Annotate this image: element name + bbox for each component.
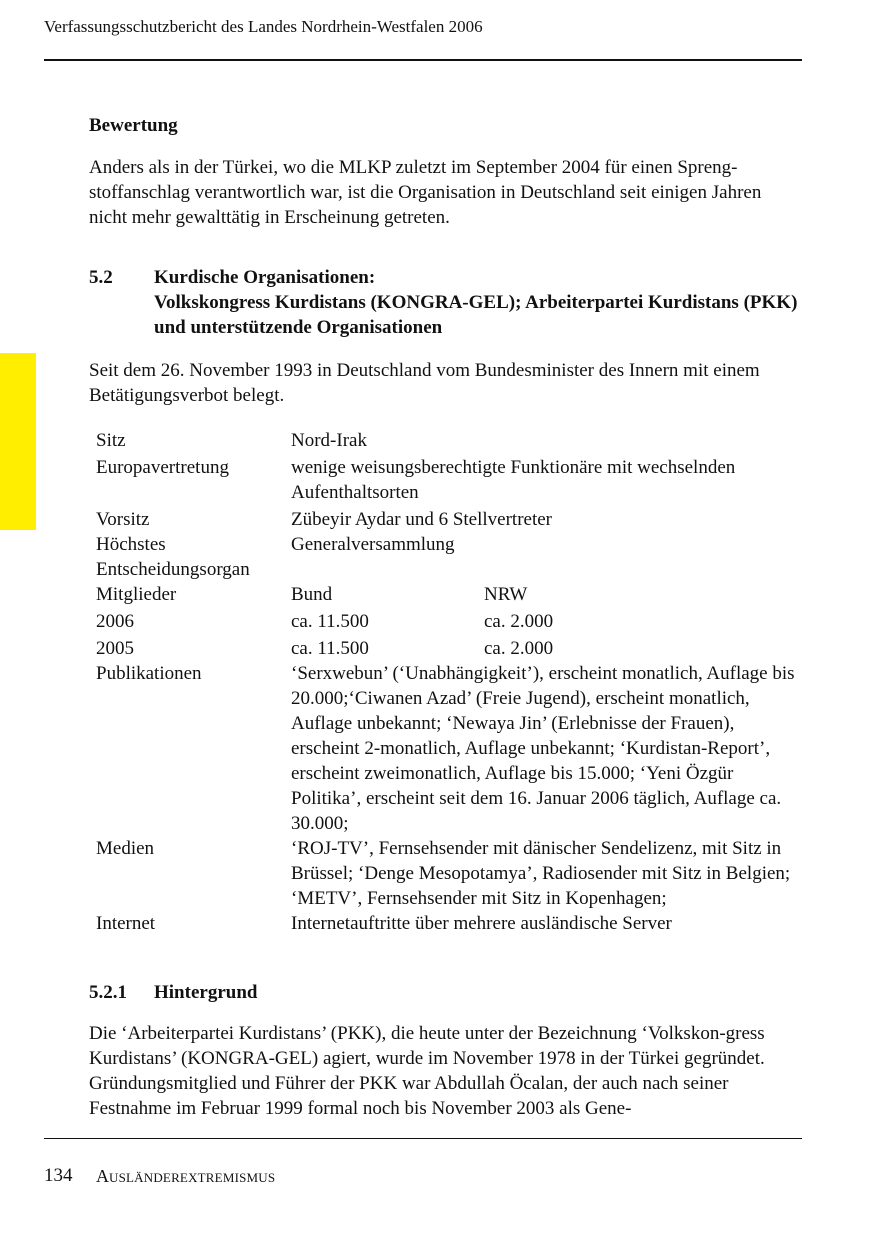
fact-label: Publikationen [96, 663, 202, 684]
facts-row-mitglieder [96, 582, 809, 607]
bewertung-heading: Bewertung [89, 115, 178, 136]
fact-value: Internetauftritte über mehrere ausländische Server [291, 913, 672, 934]
fact-label: Europavertretung [96, 457, 229, 478]
fact-value: Generalversammlung [291, 534, 455, 555]
facts-row-europa [96, 453, 809, 505]
fact-value: Zübeyir Aydar und 6 Stellvertreter [291, 509, 553, 530]
footer-section-initial: A [96, 1166, 109, 1186]
fact-label: Vorsitz [96, 509, 150, 530]
facts-row-vorsitz [96, 505, 809, 532]
fact-nrw-value: ca. 2.000 [484, 611, 554, 632]
section-intro: Seit dem 26. November 1993 in Deutschland vom Bundesminister des Innern mit einem Betätigungsverbot belegt. [89, 360, 760, 406]
subsection-number: 5.2.1 [89, 982, 127, 1003]
fact-bund-value: ca. 11.500 [291, 638, 369, 659]
bewertung-paragraph: Anders als in der Türkei, wo die MLKP zuletzt im September 2004 für einen Spreng-stoffanschlag verantwortlich war, ist die Organisation in Deutschland seit einigen Jahren nicht mehr gewalttätig in Erscheinung getreten. [89, 157, 762, 228]
fact-column-bund: Bund [291, 584, 333, 605]
section-title [154, 265, 814, 340]
footer-section-title [96, 1166, 275, 1187]
facts-row-organ [96, 532, 809, 582]
fact-nrw-value: ca. 2.000 [484, 638, 554, 659]
fact-value: wenige weisungsberechtigte Funktionäre mit wechselnden Aufenthaltsorten [291, 457, 736, 503]
subsection-title: Hintergrund [154, 982, 258, 1003]
facts-row-publikationen [96, 661, 809, 836]
facts-row-2006 [96, 607, 809, 634]
fact-label: 2005 [96, 638, 134, 659]
fact-value: ‘Serxwebun’ (‘Unabhängigkeit’), erscheint monatlich, Auflage bis 20.000;‘Ciwanen Azad’ (Freie Jugend), erscheint monatlich, Auflage unbekannt; ‘Newaya Jin’ (Erlebnisse der Frauen), erscheint 2-monatlich, Auflage unbekannt; ‘Kurdistan-Report’, erscheint zweimonatlich, Auflage bis 15.000; ‘Yeni Özgür Politika’, erscheint seit dem 16. Januar 2006 täglich, Auflage ca. 30.000; [291, 663, 795, 834]
fact-label: Mitglieder [96, 584, 177, 605]
fact-label: Höchstes Entscheidungsorgan [96, 534, 250, 580]
running-header: Verfassungsschutzbericht des Landes Nordrhein-Westfalen 2006 [44, 17, 483, 36]
fact-value: Nord-Irak [291, 430, 367, 451]
fact-label: Sitz [96, 430, 126, 451]
facts-row-2005 [96, 634, 809, 661]
facts-row-sitz [96, 428, 809, 453]
section-number: 5.2 [89, 267, 113, 288]
header-rule [44, 59, 802, 61]
footer-rule [44, 1138, 802, 1139]
fact-label: 2006 [96, 611, 134, 632]
subsection-paragraph: Die ‘Arbeiterpartei Kurdistans’ (PKK), die heute unter der Bezeichnung ‘Volkskon-gress Kurdistans’ (KONGRA-GEL) agiert, wurde im November 1978 in der Türkei gegründet. Gründungsmitglied und Führer der PKK war Abdullah Öcalan, der auch nach seiner Festnahme im Februar 1999 formal noch bis November 2003 als Gene- [89, 1023, 765, 1119]
fact-label: Internet [96, 913, 156, 934]
section-title-line2: Volkskongress Kurdistans (KONGRA-GEL); Arbeiterpartei Kurdistans (PKK) und unterstützende Organisationen [154, 292, 798, 338]
footer-section-rest: USLÄNDEREXTREMISMUS [109, 1170, 276, 1185]
facts-row-medien [96, 836, 809, 911]
fact-value: ‘ROJ-TV’, Fernsehsender mit dänischer Sendelizenz, mit Sitz in Brüssel; ‘Denge Mesopotamya’, Radiosender mit Sitz in Belgien; ‘METV’, Fernsehsender mit Sitz in Kopenhagen; [291, 838, 791, 909]
fact-bund-value: ca. 11.500 [291, 611, 369, 632]
facts-row-internet [96, 911, 809, 936]
fact-column-nrw: NRW [484, 584, 528, 605]
facts-table [96, 428, 809, 936]
section-title-line1: Kurdische Organisationen: [154, 267, 376, 288]
page-number: 134 [44, 1165, 73, 1186]
chapter-marker [0, 353, 36, 530]
fact-label: Medien [96, 838, 155, 859]
